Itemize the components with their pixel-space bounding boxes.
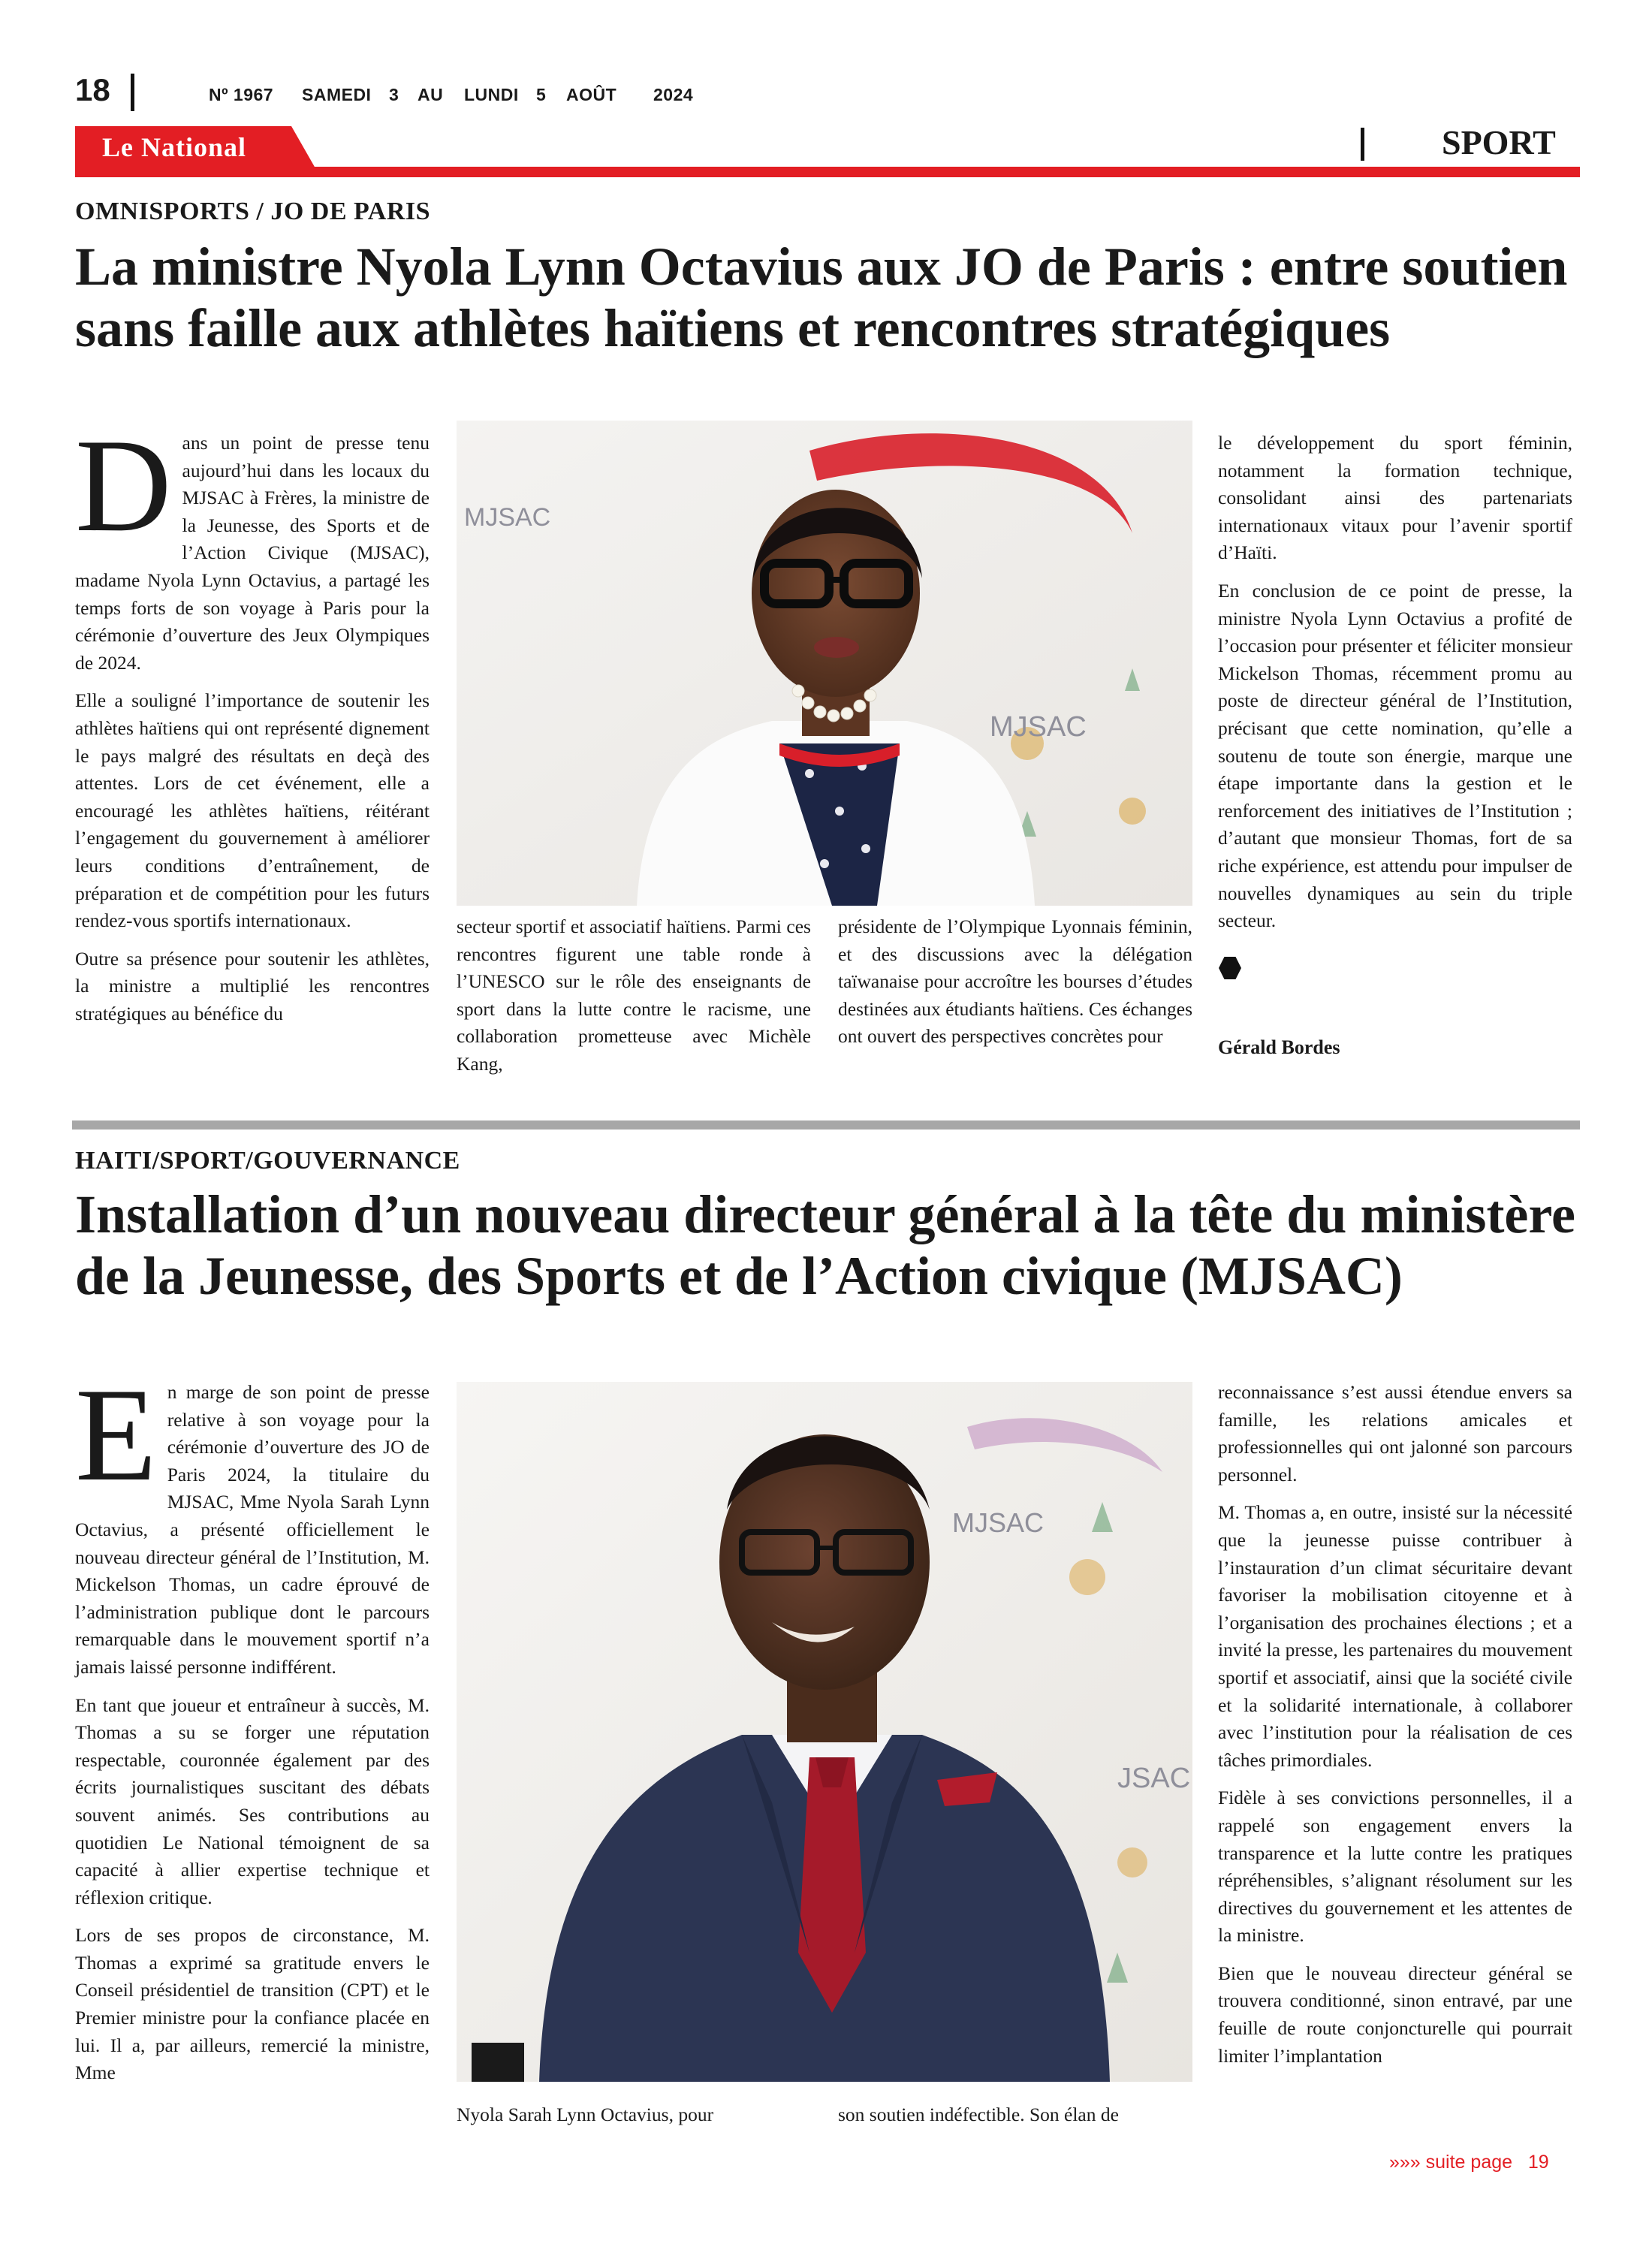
article2-paragraph: Nyola Sarah Lynn Octavius, pour [457, 2104, 714, 2125]
photo-backdrop-logo: MJSAC [952, 1507, 1045, 1538]
article-end-mark [1219, 957, 1241, 979]
header-divider [131, 74, 134, 111]
article2-paragraph: En tant que joueur et entraîneur à succès, M. Thomas a su se forger une réputation respectable, couronnée également par des écrits journalistiques suscitant des débats souvent animés. Ses contributions au quotidien Le National témoignent de sa capacité à allier expertise technique et réflexion critique. [75, 1694, 430, 1908]
section-divider [1361, 128, 1364, 161]
date-from: 3 [389, 85, 399, 104]
article2-dropcap: E [75, 1360, 157, 1509]
article1-paragraph: En conclusion de ce point de presse, la ministre Nyola Lynn Octavius a profité de l’occasion pour présenter et féliciter monsieur Mickelson Thomas, récemment promu au poste de directeur général de l’Institution, précisant que cette nomination, qu’elle a soutenu de toute son énergie, marque une étape importante dans la gestion et le renforcement des initiatives de l’Institution ; d’autant que monsieur Thomas, fort de sa riche expérience, est attendu pour impulser de nouvelles dynamiques au sein du triple secteur. [1218, 579, 1572, 932]
article2-column-3 [838, 2101, 1192, 2140]
article1-paragraph: ans un point de presse tenu aujourd’hui dans les locaux du MJSAC à Frères, la ministre de la Jeunesse, des Sports et de l’Action Civique (MJSAC), madame Nyola Lynn Octavius, a partagé les temps forts de son voyage à Paris pour la cérémonie d’ouverture des Jeux Olympiques de 2024. [75, 432, 430, 674]
photo-backdrop-logo: MJSAC [464, 503, 551, 532]
date-day: SAMEDI [302, 85, 372, 104]
article1-column-1 [75, 411, 430, 1038]
article2-kicker: HAITI/SPORT/GOUVERNANCE [75, 1147, 460, 1175]
article1-dropcap: D [75, 411, 172, 559]
photo-backdrop-logo: MJSAC [990, 711, 1087, 743]
article1-column-2 [457, 913, 811, 1089]
article2-column-2 [457, 2101, 811, 2140]
director-photo-illustration [457, 1382, 1192, 2082]
minister-photo [457, 421, 1192, 906]
issue-number: Nº 1967 [209, 85, 274, 104]
date-year: 2024 [653, 85, 694, 104]
article2-paragraph: reconnaissance s’est aussi étendue envers sa famille, les relations amicales et professionnelles qui ont jalonné son parcours personnel. [1218, 1381, 1572, 1485]
publication-logo: Le National [102, 132, 247, 162]
article2-paragraph: Lors de ses propos de circonstance, M. Thomas a exprimé sa gratitude envers le Conseil présidentiel de transition (CPT) et le Premier ministre pour la confiance placée en lui. Il a, par ailleurs, remercié la ministre, Mme [75, 1924, 430, 2084]
minister-photo-illustration [457, 421, 1192, 906]
article1-column-3 [838, 913, 1192, 1061]
article2-paragraph: n marge de son point de presse relative à son voyage pour la cérémonie d’ouverture des JO de Paris 2024, la titulaire du MJSAC, Mme Nyola Sarah Lynn Octavius, a présenté officiellement le nouveau directeur général de l’Institution, M. Mickelson Thomas, un cadre éprouvé de l’administration publique dont le parcours remarquable dans le mouvement sportif n’a jamais laissé personne indifférent. [75, 1381, 430, 1678]
article2-headline: Installation d’un nouveau directeur général à la tête du ministère de la Jeunesse, des Sports et de l’Action civique (MJSAC) [75, 1184, 1575, 1306]
photo-backdrop-logo: JSAC [1117, 1763, 1191, 1794]
article1-paragraph: Elle a souligné l’importance de soutenir les athlètes haïtiens qui ont représenté dignement le pays malgré des résultats en deçà des attentes. Lors de cet événement, elle a encouragé les athlètes haïtiens, réitérant l’engagement du gouvernement à améliorer leurs conditions d’entraînement, de préparation et de compétition pour les futurs rendez-vous sportifs internationaux. [75, 689, 430, 932]
section-title: SPORT [1442, 123, 1556, 161]
article1-column-4 [1218, 430, 1572, 946]
article1-byline: Gérald Bordes [1218, 1036, 1340, 1058]
continuation-link[interactable]: »»» suite page 19 [1389, 2152, 1549, 2173]
date-weekday: LUNDI [464, 85, 519, 104]
page-number: 18 [75, 72, 110, 107]
article2-column-4 [1218, 1379, 1572, 2080]
date-month: AOÛT [566, 85, 617, 104]
header-rule [75, 167, 1580, 177]
article1-paragraph: le développement du sport féminin, notamment la formation technique, consolidant ainsi des partenariats internationaux vitaux pour l’avenir sportif d’Haïti. [1218, 432, 1572, 564]
article2-paragraph: Bien que le nouveau directeur général se trouvera conditionné, sinon entravé, par une feuille de route conjoncturelle qui pourrait limiter l’implantation [1218, 1962, 1572, 2067]
article2-column-1 [75, 1360, 430, 2098]
article-divider [72, 1120, 1580, 1130]
article1-paragraph: Outre sa présence pour soutenir les athlètes, la ministre a multiplié les rencontres stratégiques au bénéfice du [75, 947, 430, 1024]
director-photo [457, 1382, 1192, 2082]
date-to: 5 [536, 85, 547, 104]
article1-headline: La ministre Nyola Lynn Octavius aux JO de Paris : entre soutien sans faille aux athlètes haïtiens et rencontres stratégiques [75, 237, 1568, 358]
date-to-word: AU [418, 85, 444, 104]
article2-paragraph: son soutien indéfectible. Son élan de [838, 2104, 1119, 2125]
article2-paragraph: Fidèle à ses convictions personnelles, il a rappelé son engagement envers la transparence et la lutte contre les pratiques répréhensibles, s’alignant résolument sur les directives du gouvernement et les attentes de la ministre. [1218, 1787, 1572, 1947]
article1-paragraph: secteur sportif et associatif haïtiens. Parmi ces rencontres figurent une table ronde à l’UNESCO sur le rôle des enseignants de sport dans la lutte contre le racisme, une collaboration prometteuse avec Michèle Kang, [457, 915, 811, 1075]
article2-paragraph: M. Thomas a, en outre, insisté sur la nécessité que la jeunesse puisse contribuer à l’instauration d’un climat sécuritaire devant favoriser la mobilisation citoyenne et à l’organisation des prochaines élections ; et a invité la presse, les partenaires du mouvement sportif et associatif, ainsi que la société civile et la solidarité internationale, à collaborer avec l’institution pour la réalisation de ces tâches primordiales. [1218, 1501, 1572, 1771]
article1-paragraph: présidente de l’Olympique Lyonnais féminin, et des discussions avec la délégation taïwanaise pour accroître les bourses d’études destinées aux étudiants haïtiens. Ces échanges ont ouvert des perspectives concrètes pour [838, 915, 1192, 1048]
article1-kicker: OMNISPORTS / JO DE PARIS [75, 198, 431, 225]
